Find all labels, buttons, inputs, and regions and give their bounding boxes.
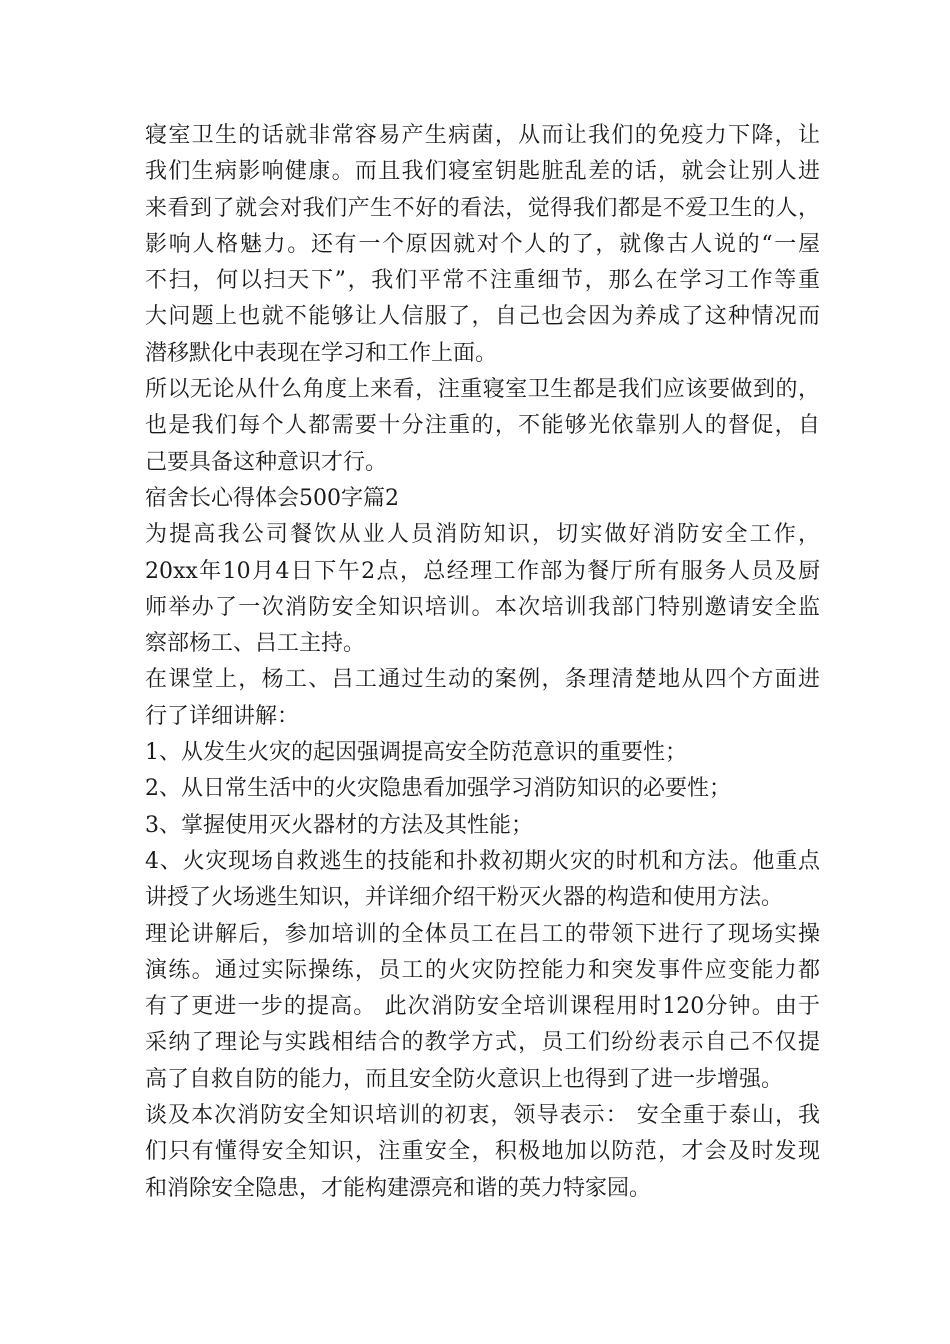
text-line: 察部杨工、吕工主持。	[145, 631, 366, 657]
text-line: 不扫，何以扫天下”，我们平常不注重细节，那么在学习工作等重	[145, 268, 820, 294]
text-line: 也是我们每个人都需要十分注重的，不能够光依靠别人的督促，自	[145, 413, 820, 439]
text-line: 理论讲解后，参加培训的全体员工在吕工的带领下进行了现场实操	[145, 921, 820, 947]
text-line: 大问题上也就不能够让人信服了，自己也会因为养成了这种情况而	[145, 304, 820, 330]
section-heading: 宿舍长心得体会500字篇2	[145, 485, 399, 511]
text-line: 谈及本次消防安全知识培训的初衷，领导表示： 安全重于泰山，我	[145, 1103, 820, 1129]
text-line: 和消除安全隐患，才能构建漂亮和谐的英力特家园。	[145, 1175, 652, 1201]
document-body	[145, 118, 835, 1207]
text-line: 影响人格魅力。还有一个原因就对个人的了，就像古人说的“一屋	[145, 231, 820, 257]
list-item: 4、火灾现场自救逃生的技能和扑救初期火灾的时机和方法。他重点	[145, 848, 820, 874]
text-line: 有了更进一步的提高。 此次消防安全培训课程用时120分钟。由于	[145, 994, 820, 1020]
text-line: 寝室卫生的话就非常容易产生病菌，从而让我们的免疫力下降，让	[145, 123, 820, 148]
text-line: 来看到了就会对我们产生不好的看法，觉得我们都是不爱卫生的人，	[145, 195, 820, 221]
text-line: 在课堂上，杨工、吕工通过生动的案例，条理清楚地从四个方面进	[145, 667, 820, 693]
text-line: 己要具备这种意识才行。	[145, 449, 388, 475]
text-line: 们只有懂得安全知识，注重安全，积极地加以防范，才会及时发现	[145, 1139, 820, 1165]
text-line: 讲授了火场逃生知识，并详细介绍干粉灭火器的构造和使用方法。	[145, 885, 784, 911]
text-line: 高了自救自防的能力，而且安全防火意识上也得到了进一步增强。	[145, 1066, 784, 1092]
text-line: 行了详细讲解：	[145, 703, 300, 729]
text-line: 演练。通过实际操练，员工的火灾防控能力和突发事件应变能力都	[145, 957, 820, 983]
text-line: 为提高我公司餐饮从业人员消防知识，切实做好消防安全工作，	[145, 522, 820, 548]
text-line: 所以无论从什么角度上来看，注重寝室卫生都是我们应该要做到的，	[145, 377, 820, 403]
text-line: 20xx年10月4日下午2点，总经理工作部为餐厅所有服务人员及厨	[145, 558, 820, 584]
text-line: 采纳了理论与实践相结合的教学方式，员工们纷纷表示自己不仅提	[145, 1030, 820, 1056]
list-item: 3、掌握使用灭火器材的方法及其性能；	[145, 812, 533, 838]
text-line: 我们生病影响健康。而且我们寝室钥匙脏乱差的话，就会让别人进	[145, 159, 820, 185]
text-line: 潜移默化中表现在学习和工作上面。	[145, 340, 498, 366]
list-item: 1、从发生火灾的起因强调提高安全防范意识的重要性；	[145, 740, 687, 766]
list-item: 2、从日常生活中的火灾隐患看加强学习消防知识的必要性；	[145, 776, 731, 802]
text-line: 师举办了一次消防安全知识培训。本次培训我部门特别邀请安全监	[145, 594, 820, 620]
